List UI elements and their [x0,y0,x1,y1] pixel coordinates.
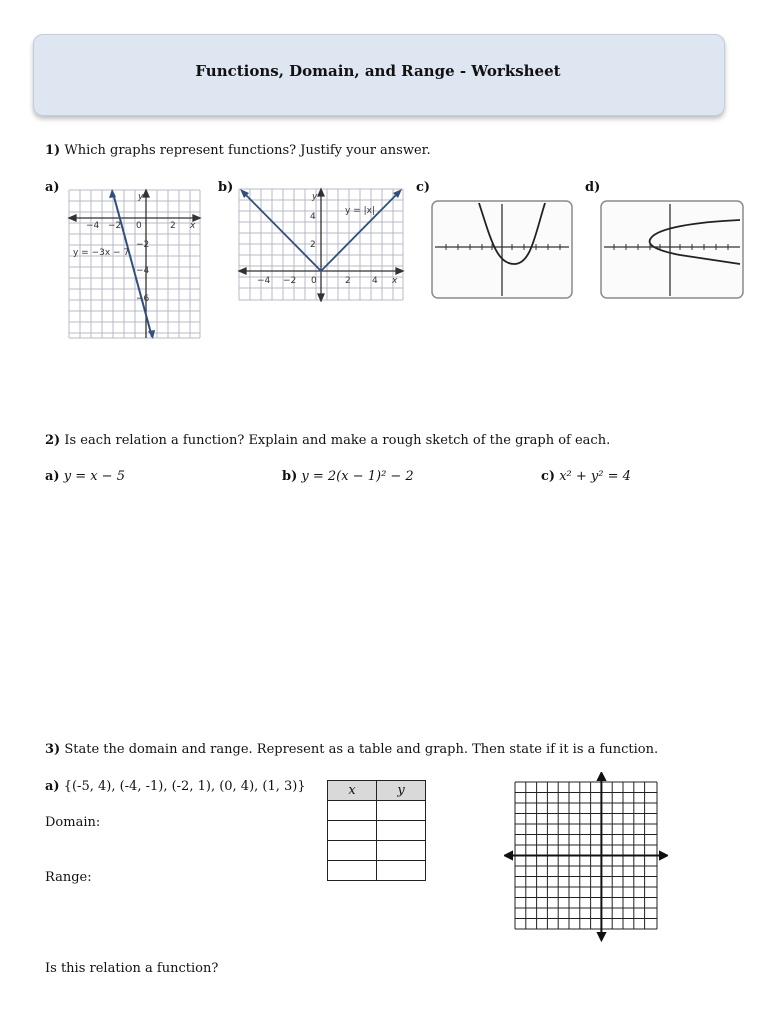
graph-b-x-label: x [392,276,398,286]
graph-a-tick-x4: 2 [170,221,176,231]
question-3 [45,742,658,757]
page-title: Functions, Domain, and Range - Worksheet [195,62,561,80]
graph-a-tick-x2: −2 [108,221,122,231]
q1-label-d: d) [585,180,601,195]
q2-part-b [282,469,414,484]
question-3-text: State the domain and range. Represent as a table and graph. Then state if it is a function. [64,742,659,757]
table-row [328,821,426,841]
graph-b-tick-x2: −2 [283,276,297,286]
graph-a [66,187,202,339]
table-cell[interactable] [328,801,377,821]
q2-part-c-label: c) [541,469,556,484]
q2-part-a-equation: y = x − 5 [63,469,125,484]
table-row [328,861,426,881]
xy-table-header-y: y [377,781,426,801]
graph-b-tick-x1: −4 [257,276,271,286]
question-1-number: 1) [45,143,61,158]
graph-a-tick-x3: 0 [136,221,142,231]
q3-part-a [45,779,306,794]
q1-label-c: c) [416,180,431,195]
question-2-number: 2) [45,433,61,448]
graph-b [237,187,405,302]
question-1-text: Which graphs represent functions? Justify your answer. [64,143,431,158]
q2-part-c [541,469,631,484]
range-label: Range: [45,870,92,885]
table-cell[interactable] [377,861,426,881]
graph-b-tick-x5: 4 [372,276,378,286]
graph-a-y-label: y [138,192,144,202]
graph-b-y-label: y [312,192,318,202]
graph-a-x-label: x [190,221,196,231]
graph-b-tick-y1: 4 [310,212,316,222]
graph-b-tick-x4: 2 [345,276,351,286]
question-2-text: Is each relation a function? Explain and make a rough sketch of the graph of each. [64,433,611,448]
graph-b-tick-y2: 2 [310,240,316,250]
q1-label-a: a) [45,180,60,195]
table-cell[interactable] [377,841,426,861]
graph-a-tick-y1: −2 [136,240,150,250]
function-question: Is this relation a function? [45,961,219,976]
graph-c [431,200,573,300]
table-cell[interactable] [377,821,426,841]
table-cell[interactable] [328,821,377,841]
table-cell[interactable] [328,841,377,861]
graph-d [600,200,745,300]
q2-part-c-equation: x² + y² = 4 [559,469,631,484]
q2-part-b-label: b) [282,469,298,484]
table-row [328,841,426,861]
xy-table [327,780,426,881]
q3-ordered-pairs: {(-5, 4), (-4, -1), (-2, 1), (0, 4), (1, 3)} [63,779,306,794]
graph-a-tick-y3: −6 [136,294,150,304]
q2-part-a [45,469,125,484]
graph-a-equation: y = −3x − 7 [73,248,130,258]
question-2 [45,433,610,448]
graph-b-equation: y = |x| [345,206,375,216]
xy-table-header-x: x [328,781,377,801]
table-cell[interactable] [377,801,426,821]
q3-part-a-label: a) [45,779,60,794]
question-3-number: 3) [45,742,61,757]
domain-label: Domain: [45,815,101,830]
graph-a-tick-x1: −4 [86,221,100,231]
coordinate-grid [504,772,668,942]
question-1 [45,143,431,158]
q2-part-a-label: a) [45,469,60,484]
graph-b-tick-x3: 0 [311,276,317,286]
table-row [328,801,426,821]
q1-label-b: b) [218,180,234,195]
graph-a-tick-y2: −4 [136,266,150,276]
table-cell[interactable] [328,861,377,881]
q2-part-b-equation: y = 2(x − 1)² − 2 [301,469,414,484]
